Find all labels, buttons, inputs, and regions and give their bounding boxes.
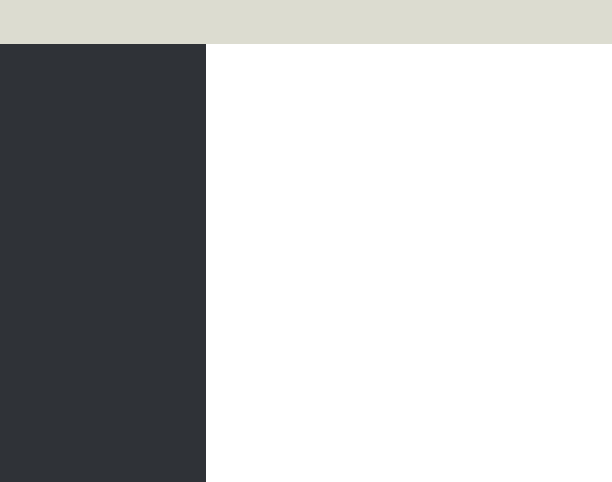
swatch-panel <box>206 44 612 482</box>
selections-sidebar <box>0 44 206 482</box>
header-bar <box>0 0 612 44</box>
